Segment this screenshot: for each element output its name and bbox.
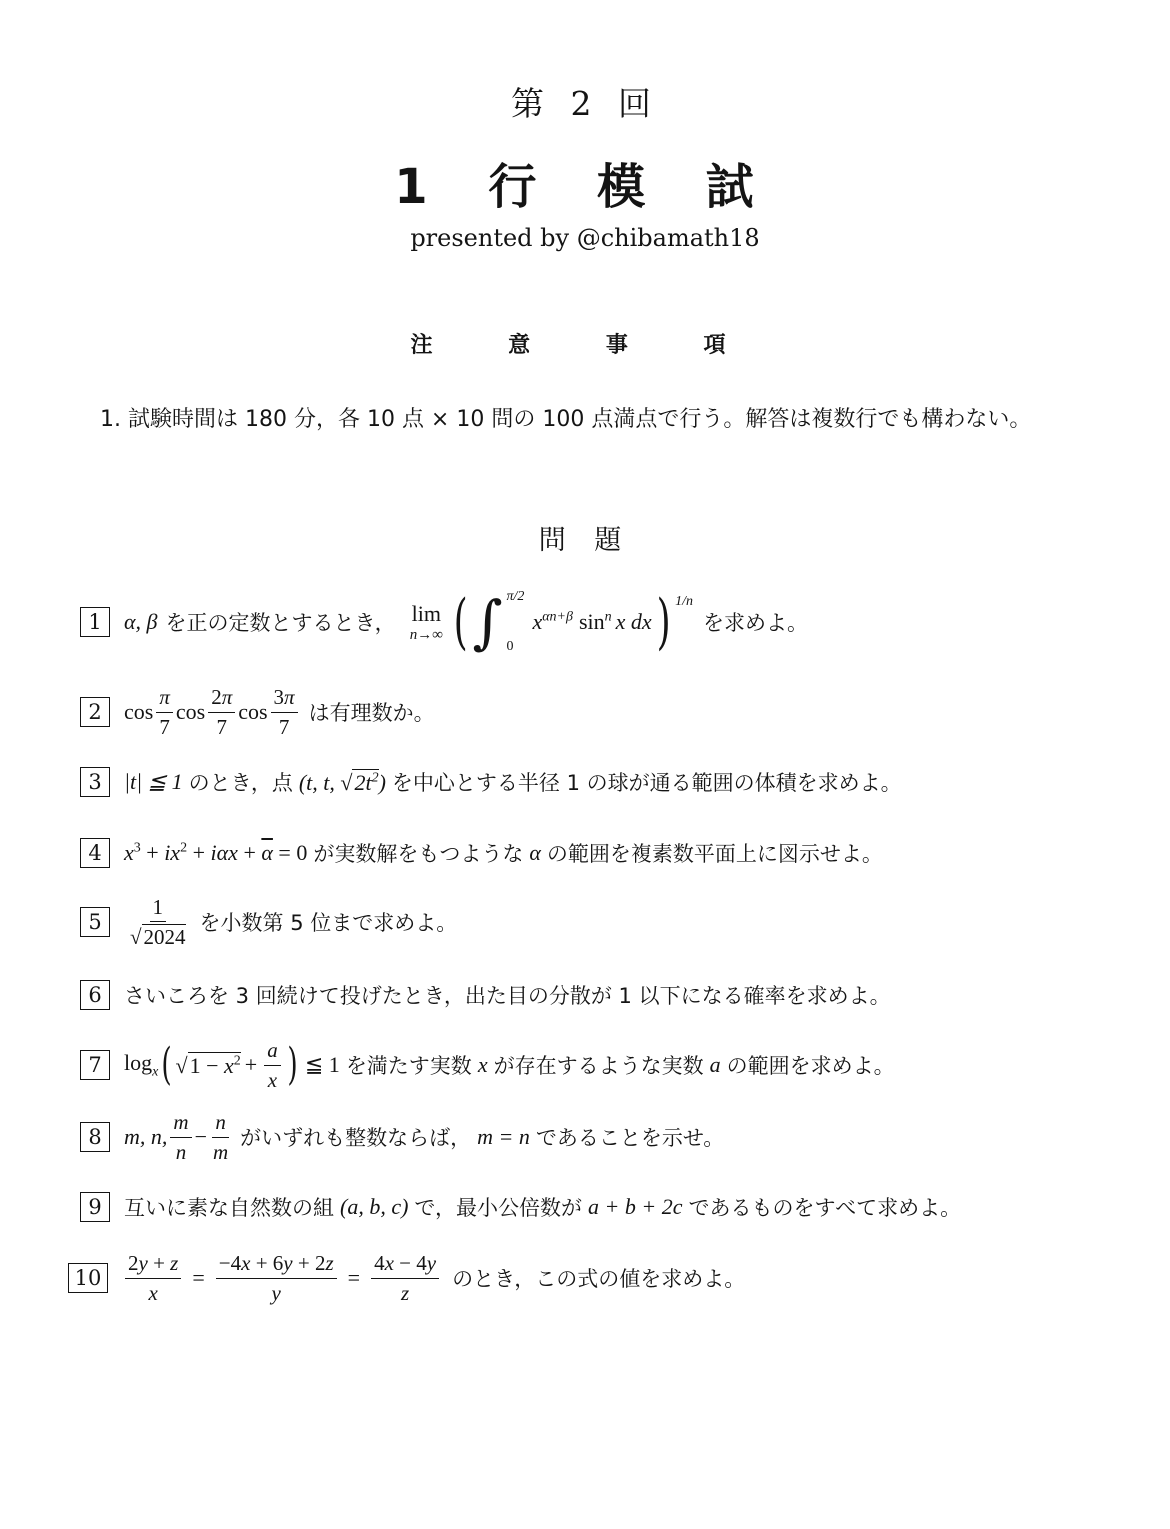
problem-number: 10 (68, 1263, 108, 1293)
problem-10-formula: $\frac{2y + z}{x}$ = $\frac{-4x + 6y + 2z}{y}$ = $\frac{4x - 4y}{z}$ (122, 1251, 442, 1304)
problem-7-text1: ≦ 1 (304, 1052, 340, 1077)
problem-8-text1: がいずれも整数ならば， (240, 1126, 472, 1150)
problem-7-text2: を満たす実数 (345, 1054, 472, 1078)
problem-10-text1: のとき，この式の値を求めよ。 (452, 1267, 746, 1291)
problem-3-text2: のとき，点 (188, 771, 293, 795)
problem-2-formula: cos $\frac{\pi}{7}$ cos $\frac{2\pi}{7}$ cos $\frac{3\pi}{7}$ (124, 685, 301, 738)
problem-number: 5 (80, 907, 110, 937)
problem-5 (80, 882, 457, 962)
problem-5-text1: を小数第 5 位まで求めよ。 (199, 911, 458, 935)
problem-8-formula: m, n, $\frac{m}{n}$ − $\frac{n}{m}$ (124, 1110, 229, 1164)
problem-9-text4: a + b + 2c (588, 1194, 683, 1219)
problem-7-text4: が存在するような実数 (493, 1054, 704, 1078)
problem-3-text1: |t| ≦ 1 (124, 769, 183, 794)
problem-6 (80, 955, 891, 1035)
problem-9-text2: (a, b, c) (340, 1194, 409, 1219)
problem-6-text1: さいころを 3 回続けて投げたとき，出た目の分散が 1 以下になる確率を求めよ。 (124, 984, 891, 1008)
problem-9-text1: 互いに素な自然数の組 (124, 1196, 334, 1220)
problem-1-text1: を正の定数とするとき， (165, 611, 396, 635)
problem-7-text3: x (477, 1052, 488, 1077)
exam-round: 第 2 回 (511, 84, 659, 123)
problem-3 (80, 742, 902, 822)
problem-2-text1: は有理数か。 (308, 701, 435, 725)
problem-4-text1: が実数解をもつような (313, 842, 524, 866)
problems-heading: 問 題 (538, 525, 632, 556)
problem-1 (80, 582, 808, 662)
problem-9-text5: であるものをすべて求めよ。 (688, 1196, 962, 1220)
problem-9-text3: で，最小公倍数が (414, 1196, 583, 1220)
problem-7-text6: の範囲を求めよ。 (726, 1054, 895, 1078)
problem-number: 9 (80, 1192, 110, 1222)
problem-10 (68, 1238, 745, 1318)
problem-number: 4 (80, 838, 110, 868)
problem-8-text3: であることを示せ。 (535, 1126, 725, 1150)
problem-7-text5: a (709, 1052, 721, 1077)
problem-1-lead: α, β (124, 609, 158, 634)
problem-3-text3: を中心とする半径 1 の球が通る範囲の体積を求めよ。 (391, 771, 902, 795)
problem-7 (80, 1025, 895, 1105)
problem-3-point: (t, t, √ $2t^2$ ) (298, 769, 386, 795)
notice-heading: 注 意 事 項 (410, 333, 760, 358)
exam-title: 1 行 模 試 (394, 159, 776, 215)
problem-1-formula: lim n→∞ ( ∫ π/2 0 $x^{\alpha n+\beta}$ $\sin^n$ x dx ) 1/n (409, 587, 694, 657)
problem-number: 7 (80, 1050, 110, 1080)
problem-4-text3: の範囲を複素数平面上に図示せよ。 (546, 842, 883, 866)
problem-number: 1 (80, 607, 110, 637)
problem-7-formula: $\log_x$ ( √ $1 - x^2$ + $\frac{a}{x}$ ) (124, 1038, 298, 1092)
problem-8 (80, 1097, 724, 1177)
problem-2 (80, 672, 435, 752)
problem-9 (80, 1167, 961, 1247)
problem-number: 3 (80, 767, 110, 797)
presented-by: presented by @chibamath18 (410, 224, 760, 252)
problem-number: 2 (80, 697, 110, 727)
problem-4-text2: α (529, 840, 541, 865)
problem-1-text2: を求めよ。 (703, 611, 809, 635)
problem-number: 6 (80, 980, 110, 1010)
problem-5-fraction: 1 √ 2024 (130, 894, 186, 949)
problem-4-equation: $x^3 + ix^2 + i\alpha x + \overline{\alpha} = 0$ (124, 840, 308, 865)
notice-item-1: 1. 試験時間は 180 分，各 10 点 × 10 問の 100 点満点で行う。解答は複数行でも構わない。 (100, 407, 1032, 432)
problem-number: 8 (80, 1122, 110, 1152)
problem-8-text2: m = n (477, 1124, 530, 1149)
problem-4 (80, 813, 883, 893)
